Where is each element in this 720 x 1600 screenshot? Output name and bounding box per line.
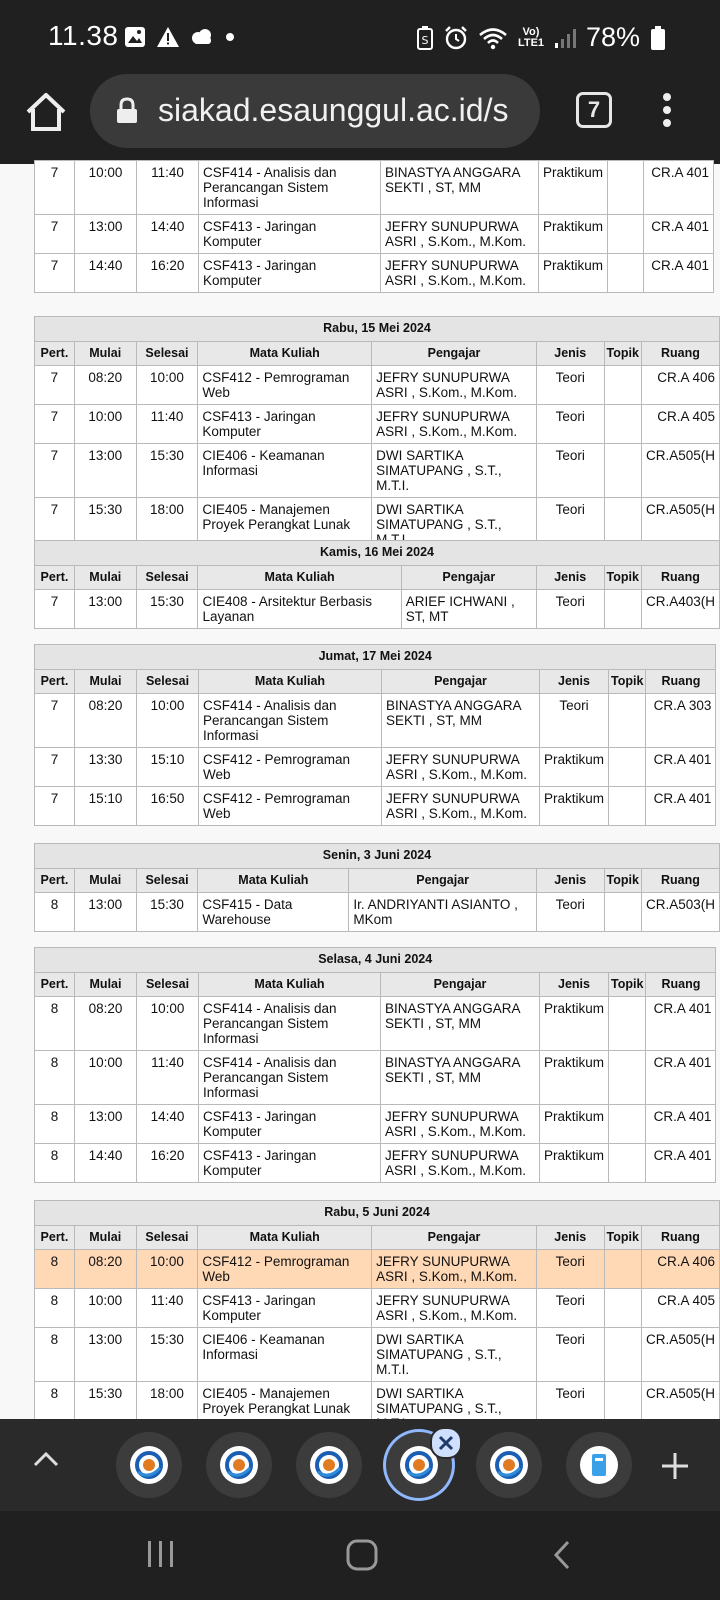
day-schedule-table (34, 843, 720, 932)
cell-pengajar: DWI SARTIKA SIMATUPANG , S.T., (372, 498, 537, 552)
cell-mata-kuliah: CIE406 - Keamanan Informasi (198, 444, 372, 498)
table-header-row (35, 566, 720, 590)
header-mata-kuliah: Mata Kuliah (198, 869, 349, 893)
cell-topik (604, 590, 641, 629)
cell-ruang: CR.A505(H (641, 444, 719, 498)
cell-ruang: CR.A 401 (646, 1105, 716, 1144)
day-schedule-table (34, 540, 720, 629)
header-selesai: Selesai (136, 566, 198, 590)
header-jenis: Jenis (536, 1226, 604, 1250)
cell-ruang: CR.A 401 (646, 748, 716, 787)
dot-icon (224, 31, 236, 43)
cell-selesai: 14:40 (137, 1105, 199, 1144)
header-pert: Pert. (35, 342, 75, 366)
cell-pert: 7 (35, 366, 75, 405)
header-mata-kuliah: Mata Kuliah (199, 670, 382, 694)
cell-topik (609, 1144, 646, 1183)
cell-mulai: 10:00 (74, 1289, 136, 1328)
day-title-row (35, 948, 716, 973)
header-jenis: Jenis (536, 342, 604, 366)
cell-topik (609, 1105, 646, 1144)
header-pengajar: Pengajar (372, 1226, 537, 1250)
day-title: Senin, 3 Juni 2024 (35, 844, 720, 869)
cell-selesai: 10:00 (136, 1250, 198, 1289)
cell-jenis: Praktikum (540, 787, 609, 826)
cell-pert: 7 (35, 405, 75, 444)
cell-topik (604, 1328, 641, 1382)
cell-selesai: 15:10 (137, 748, 199, 787)
cell-jenis: Teori (536, 1289, 604, 1328)
header-mulai: Mulai (75, 973, 137, 997)
cell-jenis: Praktikum (540, 1051, 609, 1105)
cell-jenis: Teori (536, 1382, 604, 1436)
cell-ruang: CR.A505(H (641, 498, 719, 552)
cell-pert: 7 (35, 590, 75, 629)
cell-mata-kuliah: CSF413 - Jaringan Komputer (198, 1289, 372, 1328)
cell-selesai: 15:30 (136, 1328, 198, 1382)
cell-mata-kuliah: CSF413 - Jaringan Komputer (199, 1144, 381, 1183)
table-row (35, 405, 720, 444)
cell-pert: 7 (35, 215, 75, 254)
cell-pert: 7 (35, 787, 75, 826)
day-title: Selasa, 4 Juni 2024 (35, 948, 716, 973)
table-row (35, 161, 714, 215)
header-pengajar: Pengajar (349, 869, 537, 893)
cell-mata-kuliah: CSF415 - Data Warehouse (198, 893, 349, 932)
cell-mulai: 13:00 (74, 444, 136, 498)
cell-pert: 7 (35, 254, 75, 293)
header-jenis: Jenis (540, 973, 609, 997)
table-row (35, 1105, 716, 1144)
system-navigation-bar (0, 1511, 720, 1600)
header-jenis: Jenis (536, 869, 604, 893)
header-ruang: Ruang (641, 342, 719, 366)
cell-mata-kuliah: CSF414 - Analisis dan Perancangan Sistem Informasi (199, 694, 382, 748)
cell-topik (608, 254, 644, 293)
table-row (35, 748, 716, 787)
signal-icon (554, 27, 576, 49)
cell-ruang: CR.A 401 (646, 787, 716, 826)
cell-pengajar: BINASTYA ANGGARA SEKTI , ST, MM (381, 997, 540, 1051)
header-topik: Topik (604, 342, 641, 366)
cell-mata-kuliah: CSF412 - Pemrograman Web (199, 748, 382, 787)
table-header-row (35, 342, 720, 366)
site-favicon-icon (220, 1446, 258, 1484)
header-ruang: Ruang (646, 670, 716, 694)
header-mata-kuliah: Mata Kuliah (198, 566, 401, 590)
day-title: Rabu, 15 Mei 2024 (35, 317, 720, 342)
header-mulai: Mulai (75, 670, 137, 694)
tab-thumbnail[interactable] (206, 1432, 272, 1498)
header-pengajar: Pengajar (381, 973, 540, 997)
back-icon[interactable] (552, 1539, 572, 1571)
table-row (35, 215, 714, 254)
cell-topik (608, 215, 644, 254)
cell-mulai: 14:40 (75, 254, 137, 293)
cell-jenis: Teori (536, 893, 604, 932)
cell-ruang: CR.A 401 (646, 1051, 716, 1105)
notification-icons (124, 26, 236, 48)
cell-mulai: 13:00 (75, 215, 137, 254)
table-header-row (35, 869, 720, 893)
cell-selesai: 15:30 (136, 893, 198, 932)
table-header-row (35, 973, 716, 997)
header-selesai: Selesai (136, 869, 198, 893)
tab-switcher-bar (0, 1419, 720, 1511)
cell-selesai: 10:00 (137, 997, 199, 1051)
cell-ruang: CR.A 406 (641, 366, 719, 405)
day-title-row (35, 541, 720, 566)
header-mata-kuliah: Mata Kuliah (198, 342, 372, 366)
tab-thumbnail[interactable] (296, 1432, 362, 1498)
cell-selesai: 15:30 (136, 590, 198, 629)
cell-pengajar: JEFRY SUNUPURWA ASRI , S.Kom., M.Kom. (381, 254, 539, 293)
cell-jenis: Praktikum (540, 1144, 609, 1183)
day-schedule-table (34, 947, 716, 1183)
site-favicon-icon (490, 1446, 528, 1484)
cell-mata-kuliah: CSF413 - Jaringan Komputer (199, 254, 381, 293)
cell-ruang: CR.A 401 (646, 1144, 716, 1183)
cell-topik (608, 161, 644, 215)
cell-topik (609, 997, 646, 1051)
cell-selesai: 16:50 (137, 787, 199, 826)
chevron-up-icon[interactable] (32, 1449, 60, 1469)
cell-mulai: 10:00 (75, 161, 137, 215)
header-pengajar: Pengajar (372, 342, 537, 366)
cell-mulai: 08:20 (75, 694, 137, 748)
table-row (35, 444, 720, 498)
cell-topik (609, 787, 646, 826)
header-pert: Pert. (35, 973, 75, 997)
cell-jenis: Praktikum (539, 215, 608, 254)
cell-pert: 8 (35, 1328, 75, 1382)
table-row (35, 694, 716, 748)
cell-pengajar: JEFRY SUNUPURWA ASRI , S.Kom., M.Kom. (372, 1250, 537, 1289)
header-pengajar: Pengajar (382, 670, 540, 694)
table-row (35, 893, 720, 932)
cell-mata-kuliah: CSF412 - Pemrograman Web (199, 787, 382, 826)
header-pengajar: Pengajar (401, 566, 536, 590)
network-label: Vo) LTE1 (517, 25, 545, 49)
cell-pert: 8 (35, 1250, 75, 1289)
cell-ruang: CR.A 401 (644, 161, 714, 215)
cell-topik (604, 366, 641, 405)
cell-pert: 7 (35, 748, 75, 787)
alarm-icon (444, 26, 468, 50)
cell-pengajar: JEFRY SUNUPURWA ASRI , S.Kom., M.Kom. (381, 215, 539, 254)
header-ruang: Ruang (641, 869, 719, 893)
cell-jenis: Praktikum (540, 748, 609, 787)
cell-pengajar: JEFRY SUNUPURWA ASRI , S.Kom., M.Kom. (372, 1289, 537, 1328)
table-row (35, 1328, 720, 1382)
tab-thumbnail[interactable] (476, 1432, 542, 1498)
header-topik: Topik (604, 869, 641, 893)
tab-thumbnail[interactable] (566, 1432, 632, 1498)
table-row (35, 366, 720, 405)
cell-mata-kuliah: CSF413 - Jaringan Komputer (199, 1105, 381, 1144)
battery-icon (650, 25, 666, 51)
header-selesai: Selesai (136, 342, 198, 366)
cell-pert: 8 (35, 1105, 75, 1144)
cell-mata-kuliah: CSF414 - Analisis dan Perancangan Sistem Informasi (199, 161, 381, 215)
cell-jenis: Teori (536, 444, 604, 498)
cell-mata-kuliah: CSF412 - Pemrograman Web (198, 1250, 372, 1289)
cell-pengajar: JEFRY SUNUPURWA ASRI , S.Kom., M.Kom. (381, 1105, 540, 1144)
cell-pert: 8 (35, 997, 75, 1051)
header-mulai: Mulai (74, 869, 136, 893)
site-favicon-icon (310, 1446, 348, 1484)
cell-jenis: Praktikum (540, 997, 609, 1051)
day-title-row (35, 645, 716, 670)
site-favicon-icon (130, 1446, 168, 1484)
cell-mata-kuliah: CIE405 - Manajemen Proyek Perangkat Lunak (198, 498, 372, 552)
cell-pengajar: BINASTYA ANGGARA SEKTI , ST, MM (382, 694, 540, 748)
schedule-page (0, 164, 720, 1419)
table-row (35, 787, 716, 826)
table-header-row (35, 670, 716, 694)
day-title: Jumat, 17 Mei 2024 (35, 645, 716, 670)
header-selesai: Selesai (137, 670, 199, 694)
header-mulai: Mulai (74, 1226, 136, 1250)
cell-jenis: Teori (536, 498, 604, 552)
cell-pert: 7 (35, 161, 75, 215)
cell-selesai: 14:40 (137, 215, 199, 254)
cell-selesai: 18:00 (136, 498, 198, 552)
header-jenis: Jenis (540, 670, 609, 694)
cell-mata-kuliah: CIE405 - Manajemen Proyek Perangkat Lunak (198, 1382, 372, 1436)
cell-mata-kuliah: CSF413 - Jaringan Komputer (199, 215, 381, 254)
cell-topik (604, 405, 641, 444)
cell-jenis: Praktikum (540, 1105, 609, 1144)
cell-ruang: CR.A 405 (641, 1289, 719, 1328)
cell-selesai: 18:00 (136, 1382, 198, 1436)
cloud-icon (190, 28, 214, 46)
cell-ruang: CR.A503(H (641, 893, 719, 932)
table-row (35, 590, 720, 629)
header-topik: Topik (609, 670, 646, 694)
day-schedule-table (34, 1200, 720, 1436)
cell-mulai: 08:20 (75, 997, 137, 1051)
table-row (35, 1051, 716, 1105)
header-pert: Pert. (35, 566, 75, 590)
cell-mata-kuliah: CSF413 - Jaringan Komputer (198, 405, 372, 444)
cell-topik (604, 444, 641, 498)
schedule-table-partial (34, 160, 714, 293)
system-icons (416, 22, 666, 53)
cell-jenis: Teori (536, 1250, 604, 1289)
cell-jenis: Teori (536, 405, 604, 444)
table-row (35, 1250, 720, 1289)
header-pert: Pert. (35, 670, 75, 694)
cell-ruang: CR.A 401 (644, 254, 714, 293)
status-bar (0, 0, 720, 72)
cell-selesai: 11:40 (136, 405, 198, 444)
header-mata-kuliah: Mata Kuliah (199, 973, 381, 997)
tab-thumbnail[interactable] (116, 1432, 182, 1498)
header-mulai: Mulai (74, 566, 136, 590)
cell-mulai: 14:40 (75, 1144, 137, 1183)
cell-ruang: CR.A505(H (641, 1382, 719, 1436)
cell-jenis: Praktikum (539, 254, 608, 293)
cell-mulai: 10:00 (74, 405, 136, 444)
cell-mulai: 13:00 (74, 1328, 136, 1382)
cell-pert: 7 (35, 444, 75, 498)
cell-pengajar: DWI SARTIKA SIMATUPANG , S.T., (372, 1382, 537, 1436)
cell-mata-kuliah: CSF412 - Pemrograman Web (198, 366, 372, 405)
cell-mulai: 15:30 (74, 1382, 136, 1436)
cell-selesai: 10:00 (137, 694, 199, 748)
cell-topik (609, 748, 646, 787)
day-schedule-table (34, 644, 716, 826)
header-mulai: Mulai (74, 342, 136, 366)
home-icon[interactable] (24, 90, 68, 134)
table-row (35, 997, 716, 1051)
cell-ruang: CR.A505(H (641, 1328, 719, 1382)
cell-pengajar: DWI SARTIKA SIMATUPANG , S.T., M.T.I. (372, 444, 537, 498)
battery-percentage: 78% (585, 22, 640, 52)
tab-count-button[interactable]: 7 (576, 92, 612, 128)
day-schedule-table (34, 316, 720, 552)
day-title-row (35, 844, 720, 869)
close-tab-icon[interactable] (430, 1427, 462, 1459)
header-topik: Topik (604, 1226, 641, 1250)
cell-pengajar: DWI SARTIKA SIMATUPANG , S.T., M.T.I. (372, 1328, 537, 1382)
cell-ruang: CR.A 401 (644, 215, 714, 254)
cell-pengajar: JEFRY SUNUPURWA ASRI , S.Kom., M.Kom. (382, 787, 540, 826)
cell-mulai: 13:00 (74, 893, 136, 932)
header-ruang: Ruang (646, 973, 716, 997)
lock-icon (116, 98, 138, 124)
cell-pengajar: JEFRY SUNUPURWA ASRI , S.Kom., M.Kom. (382, 748, 540, 787)
cell-mulai: 08:20 (74, 1250, 136, 1289)
header-pert: Pert. (35, 869, 75, 893)
cell-pengajar: JEFRY SUNUPURWA ASRI , S.Kom., M.Kom. (372, 366, 537, 405)
cell-selesai: 16:20 (137, 254, 199, 293)
cell-selesai: 11:40 (137, 161, 199, 215)
cell-pert: 8 (35, 1051, 75, 1105)
day-title: Kamis, 16 Mei 2024 (35, 541, 720, 566)
cell-pengajar: JEFRY SUNUPURWA ASRI , S.Kom., M.Kom. (381, 1144, 540, 1183)
day-title-row (35, 317, 720, 342)
cell-mata-kuliah: CSF414 - Analisis dan Perancangan Sistem Informasi (199, 1051, 381, 1105)
battery-saver-icon (416, 26, 434, 50)
header-selesai: Selesai (137, 973, 199, 997)
cell-topik (604, 1289, 641, 1328)
cell-topik (609, 694, 646, 748)
cell-selesai: 15:30 (136, 444, 198, 498)
cell-mulai: 13:00 (74, 590, 136, 629)
cell-ruang: CR.A403(H (641, 590, 719, 629)
cell-jenis: Teori (536, 1328, 604, 1382)
cell-topik (604, 893, 641, 932)
warning-icon (156, 26, 180, 48)
table-row (35, 1289, 720, 1328)
cell-mulai: 08:20 (74, 366, 136, 405)
day-title: Rabu, 5 Juni 2024 (35, 1201, 720, 1226)
cell-pengajar: BINASTYA ANGGARA SEKTI , ST, MM (381, 161, 539, 215)
cell-pert: 7 (35, 498, 75, 552)
cell-pengajar: BINASTYA ANGGARA SEKTI , ST, MM (381, 1051, 540, 1105)
cell-pengajar: Ir. ANDRIYANTI ASIANTO , MKom (349, 893, 537, 932)
cell-jenis: Praktikum (539, 161, 608, 215)
cell-mata-kuliah: CIE408 - Arsitektur Berbasis Layanan (198, 590, 401, 629)
address-bar[interactable] (90, 74, 540, 148)
status-time: 11.38 (48, 20, 119, 51)
cell-pengajar: JEFRY SUNUPURWA ASRI , S.Kom., M.Kom. (372, 405, 537, 444)
cell-ruang: CR.A 405 (641, 405, 719, 444)
wifi-icon (478, 26, 508, 50)
cell-topik (609, 1051, 646, 1105)
cell-pert: 8 (35, 893, 75, 932)
cell-topik (604, 1250, 641, 1289)
cell-mulai: 15:30 (74, 498, 136, 552)
header-pert: Pert. (35, 1226, 75, 1250)
more-options-icon[interactable] (660, 92, 674, 132)
url-text: siakad.esaunggul.ac.id/s (158, 92, 509, 128)
cell-ruang: CR.A 406 (641, 1250, 719, 1289)
cell-pert: 8 (35, 1382, 75, 1436)
cell-ruang: CR.A 401 (646, 997, 716, 1051)
app-favicon-icon (580, 1446, 618, 1484)
cell-jenis: Teori (536, 590, 604, 629)
day-title-row (35, 1201, 720, 1226)
header-topik: Topik (604, 566, 641, 590)
cell-pert: 7 (35, 694, 75, 748)
cell-mata-kuliah: CSF414 - Analisis dan Perancangan Sistem Informasi (199, 997, 381, 1051)
cell-selesai: 10:00 (136, 366, 198, 405)
cell-pert: 8 (35, 1289, 75, 1328)
cell-pengajar: ARIEF ICHWANI , ST, MT (401, 590, 536, 629)
table-row (35, 254, 714, 293)
cell-selesai: 11:40 (136, 1289, 198, 1328)
header-topik: Topik (609, 973, 646, 997)
cell-pert: 8 (35, 1144, 75, 1183)
header-ruang: Ruang (641, 566, 719, 590)
header-jenis: Jenis (536, 566, 604, 590)
cell-selesai: 11:40 (137, 1051, 199, 1105)
cell-mulai: 13:00 (75, 1105, 137, 1144)
table-header-row (35, 1226, 720, 1250)
cell-selesai: 16:20 (137, 1144, 199, 1183)
svg-text:S: S (421, 33, 429, 47)
header-selesai: Selesai (136, 1226, 198, 1250)
new-tab-icon[interactable] (660, 1451, 690, 1481)
cell-mata-kuliah: CIE406 - Keamanan Informasi (198, 1328, 372, 1382)
header-ruang: Ruang (641, 1226, 719, 1250)
recent-apps-icon[interactable] (146, 1539, 176, 1569)
table-row (35, 1144, 716, 1183)
cell-jenis: Teori (536, 366, 604, 405)
cell-ruang: CR.A 303 (646, 694, 716, 748)
gallery-icon (124, 26, 146, 48)
browser-toolbar (0, 72, 720, 164)
cell-mulai: 10:00 (75, 1051, 137, 1105)
home-nav-icon[interactable] (346, 1539, 378, 1571)
cell-mulai: 15:10 (75, 787, 137, 826)
cell-jenis: Teori (540, 694, 609, 748)
header-mata-kuliah: Mata Kuliah (198, 1226, 372, 1250)
cell-mulai: 13:30 (75, 748, 137, 787)
